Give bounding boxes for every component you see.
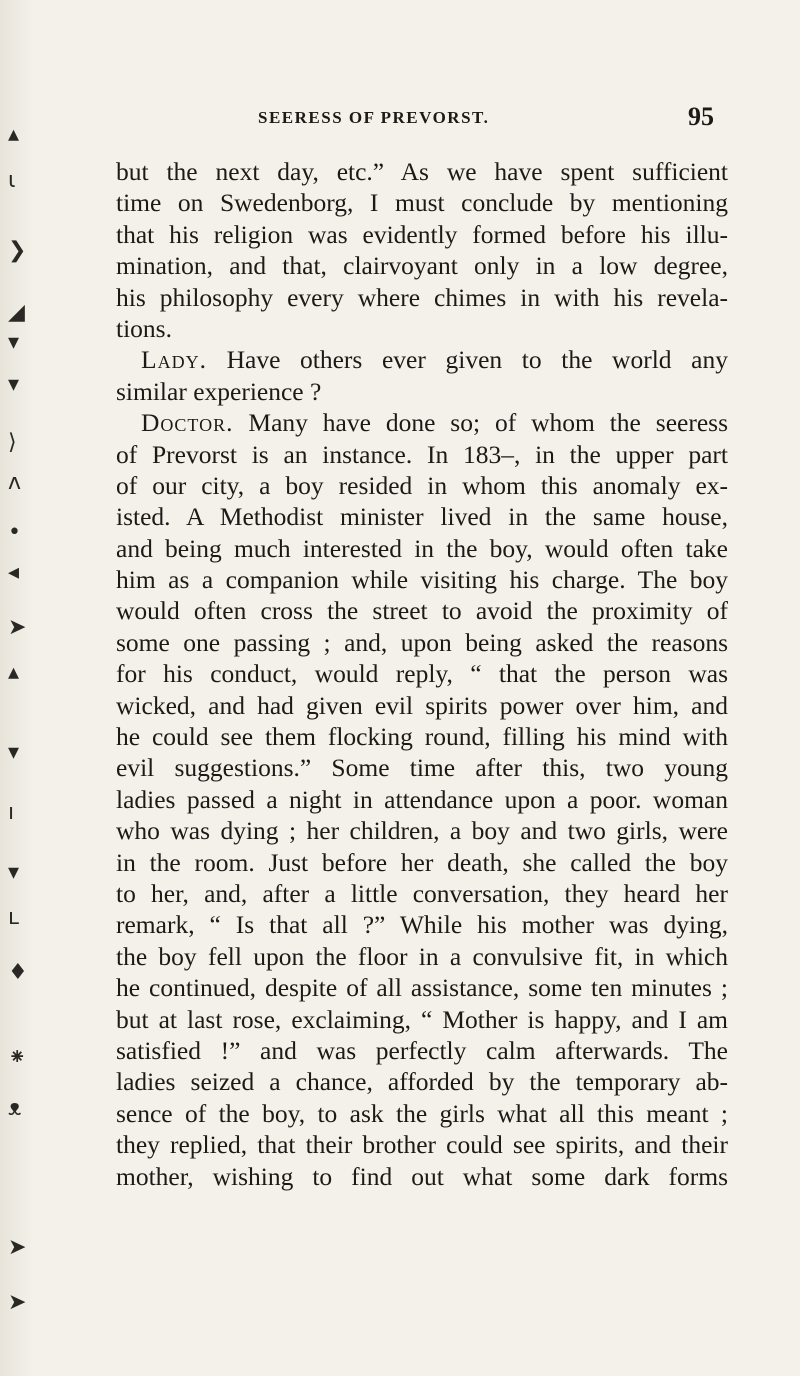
margin-mark: ▾ [8, 330, 20, 355]
line-text: they replied, that their brother could see spirits, and their [116, 1130, 728, 1160]
margin-mark: ▾ [8, 860, 20, 885]
margin-mark: ➤ [8, 1290, 27, 1315]
line-text: some one passing ; and, upon being asked the reasons [116, 627, 728, 657]
line-text: he could see them flocking round, filling his mind with [116, 722, 728, 752]
line-text: him as a companion while visiting his charge. The boy [116, 565, 728, 595]
line-text: the boy fell upon the floor in a convulsive fit, in which [116, 941, 728, 971]
speaker-label: Doctor. [141, 408, 234, 438]
margin-mark: ▴ [8, 660, 20, 685]
line-text: his philosophy every where chimes in with his revela- [116, 282, 728, 312]
text-line [116, 250, 728, 281]
margin-mark: ◂ [8, 560, 20, 585]
text-line [116, 1004, 728, 1035]
margin-mark: ▴ [8, 122, 20, 147]
line-text: sence of the boy, to ask the girls what all this meant ; [116, 1098, 728, 1128]
text-line [116, 407, 728, 438]
line-text: isted. A Methodist minister lived in the same house, [116, 502, 728, 532]
line-text: Have others ever given to the world any [226, 345, 728, 375]
margin-mark: ʌ [8, 470, 22, 495]
text-line [116, 909, 728, 940]
margin-mark: ⁕ [8, 1045, 27, 1070]
line-text: mination, and that, clairvoyant only in a low degree, [116, 251, 728, 281]
line-text: of Prevorst is an instance. In 183–, in the upper part [116, 439, 728, 469]
text-line [116, 690, 728, 721]
line-text: ladies seized a chance, afforded by the temporary ab- [116, 1067, 728, 1097]
text-line [116, 658, 728, 689]
line-text: and being much interested in the boy, would often take [116, 533, 728, 563]
text-line [116, 1098, 728, 1129]
margin-mark: ➤ [8, 1235, 27, 1260]
line-text: satisfied !” and was perfectly calm afterwards. The [116, 1035, 728, 1065]
speaker-label: Lady. [141, 345, 207, 375]
line-text: would often cross the street to avoid the proximity of [116, 596, 728, 626]
line-text: of our city, a boy resided in whom this anomaly ex- [116, 470, 728, 500]
margin-mark: ▾ [8, 372, 20, 397]
text-line [116, 501, 728, 532]
text-line [116, 972, 728, 1003]
margin-mark: ʟ [8, 905, 20, 930]
margin-mark: ı [8, 800, 15, 825]
line-text: remark, “ Is that all ?” While his mother was dying, [116, 910, 728, 940]
text-line [116, 1161, 728, 1192]
text-line [116, 187, 728, 218]
text-line [116, 564, 728, 595]
text-line [116, 595, 728, 626]
margin-mark: • [8, 520, 21, 545]
margin-mark: ᴥ [8, 1096, 22, 1121]
line-text: but the next day, etc.” As we have spent sufficient [116, 157, 728, 186]
line-text: to her, and, after a little conversation, they heard her [116, 878, 728, 908]
text-line [116, 1129, 728, 1160]
text-line [116, 784, 728, 815]
text-line [116, 847, 728, 878]
line-text: Many have done so; of whom the seeress [248, 408, 728, 438]
page-number: 95 [688, 102, 714, 131]
text-line [116, 376, 728, 407]
line-text: for his conduct, would reply, “ that the person was [116, 659, 728, 689]
line-text: mother, wishing to find out what some dark forms [116, 1161, 728, 1191]
line-text: ladies passed a night in attendance upon a poor. woman [116, 784, 728, 814]
page-header [0, 104, 800, 134]
text-line [116, 313, 728, 344]
line-text: but at last rose, exclaiming, “ Mother is happy, and I am [116, 1004, 728, 1034]
line-text: that his religion was evidently formed before his illu- [116, 219, 728, 249]
margin-mark: ɩ [8, 168, 16, 193]
text-line [116, 219, 728, 250]
line-text: he continued, despite of all assistance, some ten minutes ; [116, 973, 728, 1003]
text-line [116, 533, 728, 564]
text-line [116, 344, 728, 375]
text-line [116, 1066, 728, 1097]
text-line [116, 721, 728, 752]
line-text: time on Swedenborg, I must conclude by mentioning [116, 188, 728, 218]
line-text: evil suggestions.” Some time after this, two young [116, 753, 728, 783]
text-line [116, 815, 728, 846]
text-line [116, 752, 728, 783]
margin-mark: ❯ [8, 238, 27, 263]
text-line [116, 439, 728, 470]
margin-mark: ⟩ [8, 430, 17, 455]
line-text: wicked, and had given evil spirits power over him, and [116, 690, 728, 720]
line-text: similar experience ? [116, 376, 322, 406]
running-head: SEERESS OF PREVORST. [258, 108, 490, 127]
text-line [116, 1035, 728, 1066]
margin-mark: ➤ [8, 615, 27, 640]
text-line [116, 282, 728, 313]
line-text: tions. [116, 313, 172, 343]
text-line [116, 941, 728, 972]
text-line [116, 627, 728, 658]
margin-mark: ◢ [8, 300, 25, 325]
line-text: who was dying ; her children, a boy and two girls, were [116, 816, 728, 846]
text-line [116, 878, 728, 909]
text-line [116, 470, 728, 501]
body-text [116, 156, 728, 1192]
line-text: in the room. Just before her death, she called the boy [116, 847, 728, 877]
page-gutter [0, 0, 34, 1376]
margin-mark: ▾ [8, 740, 20, 765]
margin-mark: ♦ [8, 960, 28, 985]
text-line [116, 156, 728, 187]
